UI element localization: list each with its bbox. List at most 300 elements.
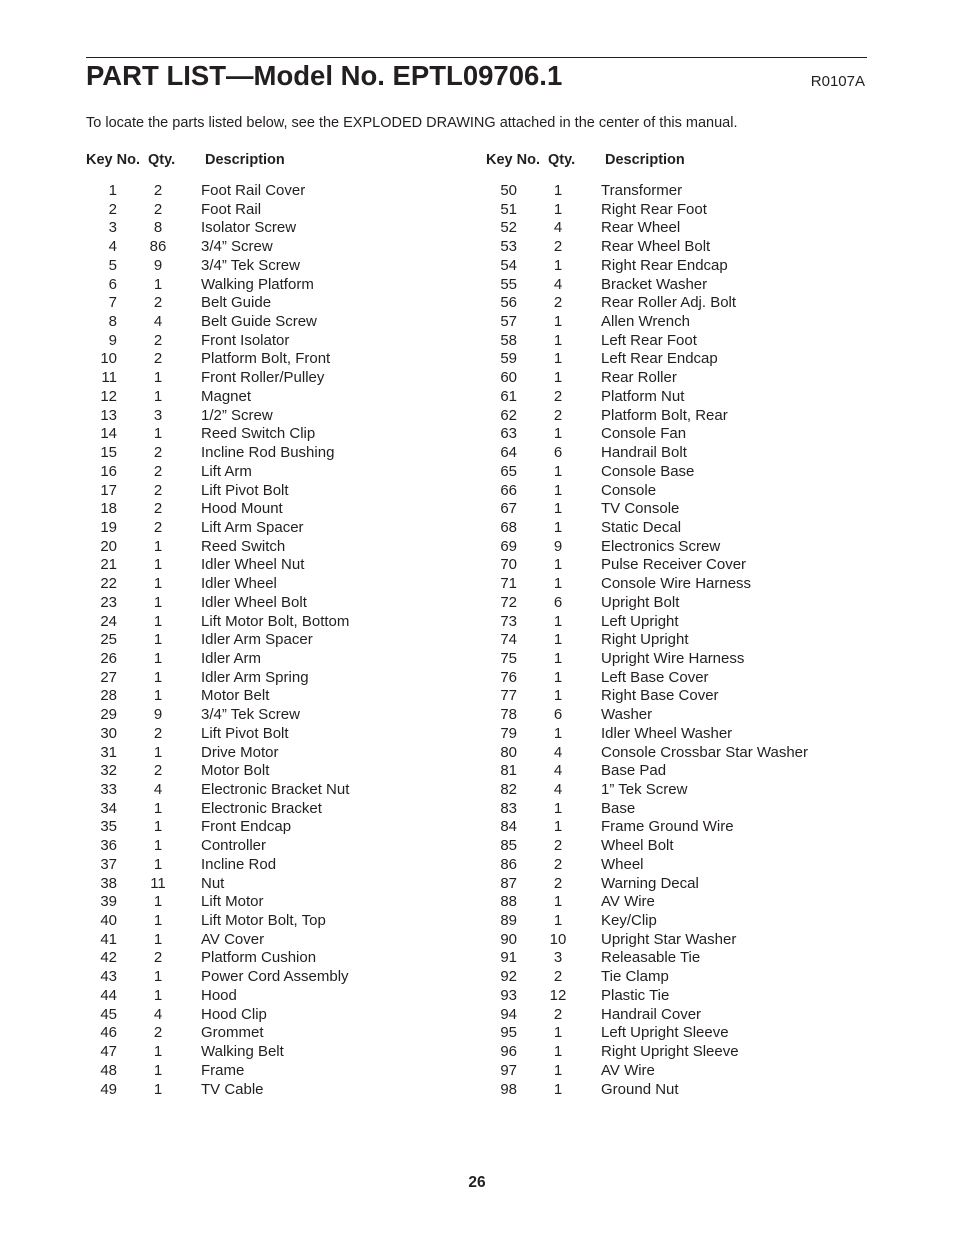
part-quantity: 1 <box>153 930 163 948</box>
part-description: Releasable Tie <box>601 949 701 967</box>
part-description: 1/2” Screw <box>201 406 273 424</box>
part-quantity: 1 <box>153 818 163 836</box>
part-key-number: 86 <box>500 855 517 873</box>
part-key-number: 91 <box>500 949 517 967</box>
qty-header: Qty. <box>548 152 576 168</box>
part-key-number: 17 <box>100 481 117 499</box>
part-key-number: 98 <box>500 1080 517 1098</box>
part-key-number: 72 <box>500 593 517 611</box>
part-description: Platform Cushion <box>201 949 317 967</box>
part-quantity: 1 <box>153 631 163 649</box>
part-quantity: 1 <box>153 687 163 705</box>
part-key-number: 49 <box>100 1080 117 1098</box>
part-quantity: 1 <box>553 1024 563 1042</box>
part-description: Controller <box>201 837 267 855</box>
part-description: Lift Pivot Bolt <box>201 724 289 742</box>
part-key-number: 2 <box>108 200 117 218</box>
part-description: Reed Switch <box>201 537 286 555</box>
part-description: Nut <box>201 874 225 892</box>
part-quantity: 2 <box>153 462 163 480</box>
part-key-number: 82 <box>500 781 517 798</box>
part-quantity: 4 <box>553 762 563 780</box>
part-description: Walking Platform <box>201 275 314 293</box>
part-quantity: 1 <box>553 912 563 930</box>
part-key-number: 57 <box>500 313 517 331</box>
part-key-number: 58 <box>500 331 517 349</box>
part-quantity: 1 <box>153 612 163 630</box>
part-key-number: 31 <box>100 743 117 761</box>
part-description: Lift Motor <box>201 893 264 911</box>
part-description: Left Upright <box>601 612 679 630</box>
part-description: Handrail Bolt <box>601 444 687 462</box>
part-quantity: 2 <box>153 331 163 349</box>
part-key-number: 64 <box>500 444 517 462</box>
part-key-number: 45 <box>100 1005 117 1023</box>
part-description: Hood Mount <box>201 500 283 518</box>
part-description: Left Rear Endcap <box>601 350 718 368</box>
qty-header: Qty. <box>148 152 176 168</box>
part-key-number: 38 <box>100 874 117 892</box>
part-key-number: 59 <box>500 350 517 368</box>
part-quantity: 1 <box>553 556 563 574</box>
part-quantity: 9 <box>553 537 563 555</box>
part-description: Platform Bolt, Rear <box>601 406 728 424</box>
part-quantity: 6 <box>553 444 563 462</box>
part-description: Front Isolator <box>201 331 290 349</box>
part-description: Handrail Cover <box>601 1005 702 1023</box>
part-description: Electronic Bracket <box>201 799 322 817</box>
part-key-number: 76 <box>500 668 517 686</box>
part-description: Electronic Bracket Nut <box>201 781 350 798</box>
part-description: Incline Rod Bushing <box>201 444 335 462</box>
part-key-number: 62 <box>500 406 517 424</box>
part-description: Platform Nut <box>601 387 685 405</box>
part-description: AV Cover <box>201 930 265 948</box>
part-description: Frame Ground Wire <box>601 818 734 836</box>
part-quantity: 1 <box>153 743 163 761</box>
part-description: Idler Wheel <box>201 575 277 593</box>
part-description: Base <box>601 799 636 817</box>
part-quantity: 1 <box>153 649 163 667</box>
part-quantity: 2 <box>553 1005 563 1023</box>
part-key-number: 24 <box>100 612 117 630</box>
part-key-number: 26 <box>100 649 117 667</box>
part-description: Lift Motor Bolt, Top <box>201 912 326 930</box>
part-key-number: 80 <box>500 743 517 761</box>
part-description: Plastic Tie <box>601 986 670 1004</box>
part-key-number: 33 <box>100 781 117 798</box>
part-key-number: 4 <box>108 238 117 256</box>
part-quantity: 2 <box>553 238 563 256</box>
part-description: Allen Wrench <box>601 313 690 331</box>
part-description: Idler Arm Spring <box>201 668 309 686</box>
part-quantity: 2 <box>153 481 163 499</box>
part-description: Hood Clip <box>201 1005 267 1023</box>
part-quantity: 1 <box>153 593 163 611</box>
part-key-number: 22 <box>100 575 117 593</box>
part-key-number: 28 <box>100 687 117 705</box>
part-key-number: 56 <box>500 294 517 312</box>
part-key-number: 16 <box>100 462 117 480</box>
part-key-number: 36 <box>100 837 117 855</box>
part-quantity: 1 <box>153 556 163 574</box>
part-quantity: 2 <box>153 350 163 368</box>
part-description: Reed Switch Clip <box>201 425 316 443</box>
part-description: Motor Bolt <box>201 762 270 780</box>
part-quantity: 11 <box>150 874 166 892</box>
part-description: Console Crossbar Star Washer <box>601 743 809 761</box>
part-quantity: 1 <box>553 313 563 331</box>
part-key-number: 75 <box>500 649 517 667</box>
part-key-number: 32 <box>100 762 117 780</box>
part-quantity: 1 <box>153 387 163 405</box>
part-quantity: 1 <box>153 986 163 1004</box>
part-description: Right Rear Endcap <box>601 256 728 274</box>
part-quantity: 1 <box>553 687 563 705</box>
part-key-number: 41 <box>100 930 117 948</box>
part-key-number: 74 <box>500 631 517 649</box>
top-rule <box>86 57 867 58</box>
part-description: Tie Clamp <box>601 968 669 986</box>
part-key-number: 73 <box>500 612 517 630</box>
part-quantity: 2 <box>553 294 563 312</box>
part-quantity: 1 <box>153 799 163 817</box>
part-key-number: 44 <box>100 986 117 1004</box>
part-description: Foot Rail <box>201 200 262 218</box>
part-description: Right Rear Foot <box>601 200 707 218</box>
part-description: Console Base <box>601 462 695 480</box>
part-description: Left Rear Foot <box>601 331 697 349</box>
page-number: 26 <box>468 1174 486 1191</box>
part-quantity: 1 <box>553 425 563 443</box>
part-quantity: 1 <box>153 1043 163 1061</box>
part-quantity: 6 <box>553 706 563 724</box>
part-quantity: 4 <box>553 275 563 293</box>
part-quantity: 1 <box>153 968 163 986</box>
part-key-number: 78 <box>500 706 517 724</box>
part-quantity: 1 <box>553 631 563 649</box>
part-key-number: 92 <box>500 968 517 986</box>
part-quantity: 1 <box>553 799 563 817</box>
part-description: Ground Nut <box>601 1080 679 1098</box>
part-key-number: 52 <box>500 219 517 237</box>
part-description: AV Wire <box>601 893 655 911</box>
part-description: Foot Rail Cover <box>201 182 306 199</box>
part-quantity: 1 <box>153 912 163 930</box>
part-quantity: 1 <box>553 724 563 742</box>
part-quantity: 12 <box>549 986 567 1004</box>
part-quantity: 4 <box>553 781 563 798</box>
part-key-number: 29 <box>100 706 117 724</box>
part-description: Lift Pivot Bolt <box>201 481 289 499</box>
part-key-number: 77 <box>500 687 517 705</box>
part-key-number: 11 <box>101 369 117 387</box>
part-description: Console Fan <box>601 425 687 443</box>
part-key-number: 50 <box>500 182 517 199</box>
part-description: Idler Wheel Nut <box>201 556 305 574</box>
part-key-number: 5 <box>108 256 117 274</box>
part-description: Lift Arm Spacer <box>201 518 304 536</box>
part-quantity: 1 <box>553 200 563 218</box>
part-key-number: 51 <box>500 200 517 218</box>
part-key-number: 21 <box>100 556 117 574</box>
part-quantity: 1 <box>553 518 563 536</box>
part-key-number: 9 <box>108 331 117 349</box>
part-quantity: 2 <box>553 855 563 873</box>
part-key-number: 30 <box>100 724 117 742</box>
part-quantity: 4 <box>153 313 163 331</box>
part-quantity: 1 <box>553 893 563 911</box>
part-quantity: 2 <box>153 949 163 967</box>
part-description: Warning Decal <box>601 874 699 892</box>
part-key-number: 67 <box>500 500 517 518</box>
document-code: R0107A <box>810 73 865 90</box>
part-description: Power Cord Assembly <box>201 968 349 986</box>
part-description: Idler Wheel Bolt <box>201 593 307 611</box>
part-description: Frame <box>201 1061 245 1079</box>
part-quantity: 2 <box>153 500 163 518</box>
part-quantity: 1 <box>553 1080 563 1098</box>
part-description: Key/Clip <box>601 912 657 930</box>
part-quantity: 1 <box>553 649 563 667</box>
part-key-number: 84 <box>500 818 517 836</box>
part-key-number: 54 <box>500 256 517 274</box>
part-quantity: 2 <box>153 724 163 742</box>
part-key-number: 15 <box>100 444 117 462</box>
part-quantity: 1 <box>153 369 163 387</box>
part-description: Belt Guide <box>201 294 272 312</box>
part-quantity: 1 <box>153 893 163 911</box>
part-quantity: 2 <box>553 837 563 855</box>
key-no-header: Key No. <box>486 152 540 168</box>
part-quantity: 4 <box>153 781 163 798</box>
part-quantity: 2 <box>153 182 163 199</box>
part-quantity: 6 <box>553 593 563 611</box>
part-quantity: 4 <box>553 219 563 237</box>
part-description: TV Console <box>601 500 680 518</box>
part-description: Incline Rod <box>201 855 277 873</box>
part-quantity: 1 <box>553 369 563 387</box>
part-description: Drive Motor <box>201 743 279 761</box>
part-quantity: 2 <box>153 762 163 780</box>
part-quantity: 1 <box>553 462 563 480</box>
part-key-number: 71 <box>500 575 517 593</box>
part-quantity: 1 <box>553 1061 563 1079</box>
part-description: Upright Bolt <box>601 593 680 611</box>
part-description: Pulse Receiver Cover <box>601 556 747 574</box>
part-key-number: 61 <box>500 387 517 405</box>
part-key-number: 85 <box>500 837 517 855</box>
part-description: Hood <box>201 986 237 1004</box>
part-key-number: 12 <box>100 387 117 405</box>
part-quantity: 1 <box>553 612 563 630</box>
part-description: Idler Arm <box>201 649 262 667</box>
part-description: Left Upright Sleeve <box>601 1024 729 1042</box>
part-description: Grommet <box>201 1024 264 1042</box>
part-description: Idler Wheel Washer <box>601 724 733 742</box>
part-key-number: 60 <box>500 369 517 387</box>
part-description: Console <box>601 481 657 499</box>
part-quantity: 1 <box>153 668 163 686</box>
part-description: 3/4” Screw <box>201 238 273 256</box>
part-key-number: 53 <box>500 238 517 256</box>
part-quantity: 4 <box>153 1005 163 1023</box>
part-key-number: 34 <box>100 799 117 817</box>
part-key-number: 8 <box>108 313 117 331</box>
part-description: Base Pad <box>601 762 667 780</box>
part-key-number: 27 <box>100 668 117 686</box>
part-key-number: 55 <box>500 275 517 293</box>
part-description: Bracket Washer <box>601 275 708 293</box>
part-description: Upright Wire Harness <box>601 649 745 667</box>
part-description: Rear Wheel <box>601 219 681 237</box>
part-quantity: 1 <box>553 182 563 199</box>
part-quantity: 3 <box>153 406 163 424</box>
part-quantity: 2 <box>153 200 163 218</box>
part-quantity: 1 <box>153 275 163 293</box>
part-key-number: 47 <box>100 1043 117 1061</box>
part-description: Wheel Bolt <box>601 837 674 855</box>
part-description: Static Decal <box>601 518 682 536</box>
part-quantity: 1 <box>153 537 163 555</box>
part-key-number: 81 <box>500 762 517 780</box>
part-quantity: 1 <box>553 818 563 836</box>
part-key-number: 25 <box>100 631 117 649</box>
part-description: 3/4” Tek Screw <box>201 256 300 274</box>
part-description: Right Upright <box>601 631 689 649</box>
part-description: Wheel <box>601 855 644 873</box>
part-quantity: 1 <box>553 1043 563 1061</box>
part-quantity: 86 <box>149 238 167 256</box>
part-quantity: 2 <box>553 406 563 424</box>
part-quantity: 1 <box>553 668 563 686</box>
part-description: TV Cable <box>201 1080 264 1098</box>
part-key-number: 40 <box>100 912 117 930</box>
part-quantity: 1 <box>553 575 563 593</box>
part-quantity: 1 <box>553 350 563 368</box>
part-key-number: 42 <box>100 949 117 967</box>
part-description: Left Base Cover <box>601 668 709 686</box>
part-quantity: 2 <box>153 444 163 462</box>
part-description: Magnet <box>201 387 252 405</box>
part-description: Walking Belt <box>201 1043 284 1061</box>
part-quantity: 1 <box>153 837 163 855</box>
part-key-number: 83 <box>500 799 517 817</box>
part-description: Rear Wheel Bolt <box>601 238 711 256</box>
part-description: Lift Motor Bolt, Bottom <box>201 612 350 630</box>
part-key-number: 93 <box>500 986 517 1004</box>
part-key-number: 20 <box>100 537 117 555</box>
part-key-number: 35 <box>100 818 117 836</box>
part-key-number: 96 <box>500 1043 517 1061</box>
part-key-number: 39 <box>100 893 117 911</box>
part-quantity: 1 <box>153 425 163 443</box>
part-key-number: 10 <box>100 350 117 368</box>
part-quantity: 1 <box>153 855 163 873</box>
part-description: Platform Bolt, Front <box>201 350 331 368</box>
part-key-number: 70 <box>500 556 517 574</box>
part-key-number: 23 <box>100 593 117 611</box>
part-key-number: 63 <box>500 425 517 443</box>
part-description: Electronics Screw <box>601 537 721 555</box>
part-description: Isolator Screw <box>201 219 297 237</box>
part-quantity: 2 <box>153 518 163 536</box>
part-description: 1” Tek Screw <box>601 781 688 798</box>
part-description: 3/4” Tek Screw <box>201 706 300 724</box>
description-header: Description <box>605 152 685 168</box>
part-key-number: 68 <box>500 518 517 536</box>
part-key-number: 89 <box>500 912 517 930</box>
part-description: Front Endcap <box>201 818 292 836</box>
part-key-number: 69 <box>500 537 517 555</box>
part-key-number: 37 <box>100 855 117 873</box>
part-quantity: 1 <box>553 331 563 349</box>
part-quantity: 1 <box>553 481 563 499</box>
part-quantity: 3 <box>553 949 563 967</box>
part-key-number: 94 <box>500 1005 517 1023</box>
part-key-number: 1 <box>108 182 117 199</box>
part-description: Upright Star Washer <box>601 930 737 948</box>
part-quantity: 4 <box>553 743 563 761</box>
part-quantity: 2 <box>553 874 563 892</box>
part-key-number: 87 <box>500 874 517 892</box>
part-description: Rear Roller <box>601 369 677 387</box>
part-description: Motor Belt <box>201 687 270 705</box>
part-description: AV Wire <box>601 1061 655 1079</box>
part-quantity: 1 <box>553 256 563 274</box>
key-no-header: Key No. <box>86 152 140 168</box>
part-description: Transformer <box>601 182 683 199</box>
intro-text: To locate the parts listed below, see the EXPLODED DRAWING attached in the center of this manual. <box>86 115 738 131</box>
part-key-number: 65 <box>500 462 517 480</box>
part-quantity: 2 <box>153 1024 163 1042</box>
part-description: Console Wire Harness <box>601 575 752 593</box>
part-key-number: 6 <box>108 275 117 293</box>
part-quantity: 2 <box>553 968 563 986</box>
part-quantity: 10 <box>549 930 567 948</box>
part-quantity: 9 <box>153 256 163 274</box>
part-description: Idler Arm Spacer <box>201 631 313 649</box>
part-key-number: 66 <box>500 481 517 499</box>
part-quantity: 1 <box>553 500 563 518</box>
part-key-number: 90 <box>500 930 517 948</box>
part-key-number: 18 <box>100 500 117 518</box>
part-key-number: 3 <box>108 219 117 237</box>
part-key-number: 48 <box>100 1061 117 1079</box>
part-quantity: 9 <box>153 706 163 724</box>
part-quantity: 2 <box>153 294 163 312</box>
part-key-number: 88 <box>500 893 517 911</box>
part-key-number: 43 <box>100 968 117 986</box>
part-key-number: 79 <box>500 724 517 742</box>
part-key-number: 13 <box>100 406 117 424</box>
page-title: PART LIST—Model No. EPTL09706.1 <box>86 60 563 91</box>
part-quantity: 1 <box>153 575 163 593</box>
part-key-number: 14 <box>100 425 117 443</box>
part-quantity: 1 <box>153 1061 163 1079</box>
part-description: Right Base Cover <box>601 687 719 705</box>
description-header: Description <box>205 152 285 168</box>
part-key-number: 95 <box>500 1024 517 1042</box>
part-description: Belt Guide Screw <box>201 313 317 331</box>
part-description: Washer <box>601 706 653 724</box>
part-key-number: 7 <box>108 294 117 312</box>
part-key-number: 19 <box>100 518 117 536</box>
part-description: Front Roller/Pulley <box>201 369 325 387</box>
part-quantity: 8 <box>153 219 163 237</box>
part-description: Right Upright Sleeve <box>601 1043 739 1061</box>
part-key-number: 46 <box>100 1024 117 1042</box>
